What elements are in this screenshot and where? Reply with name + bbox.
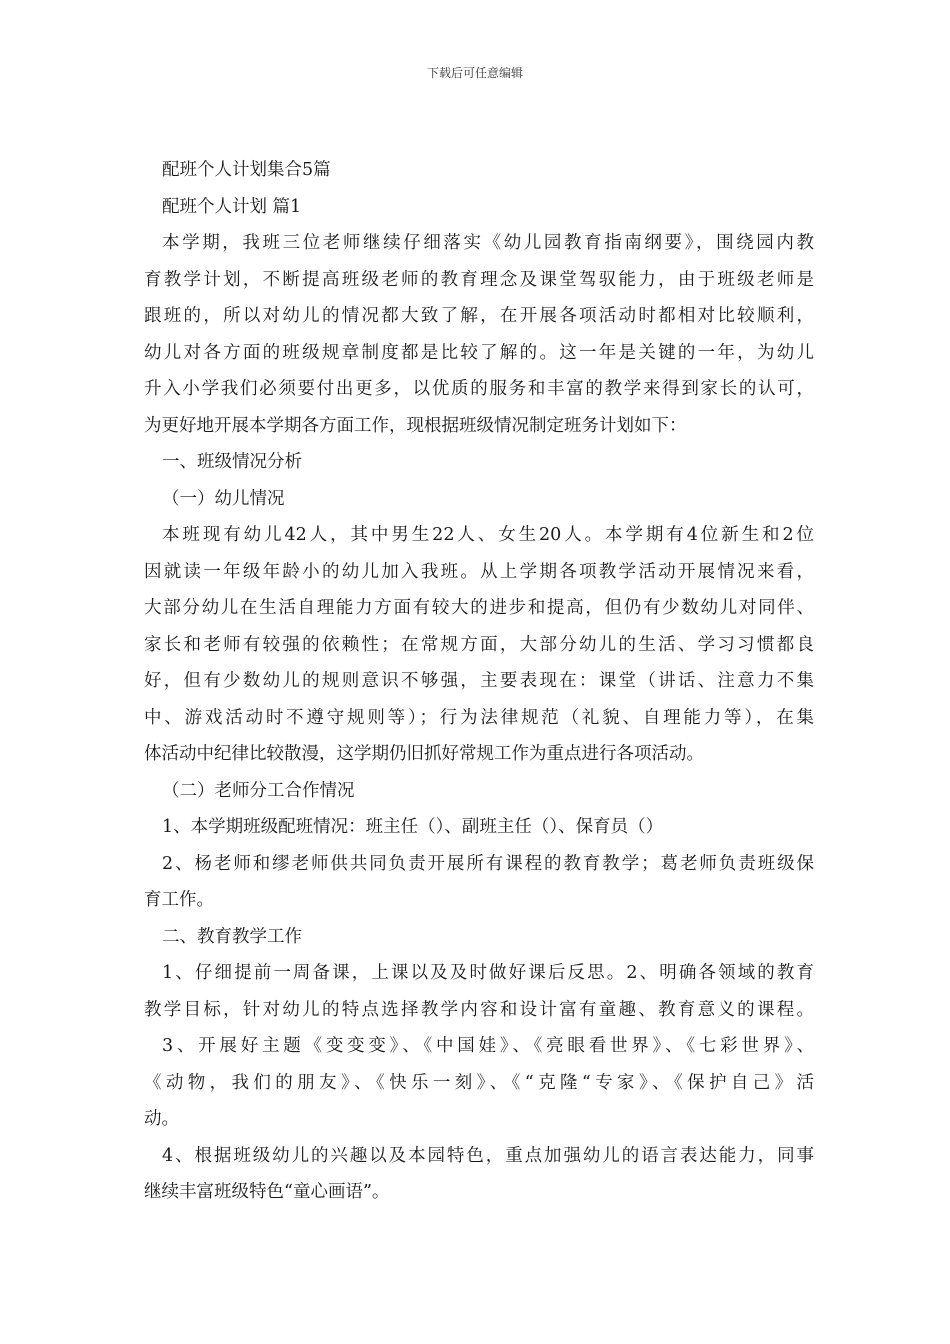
document-line: 本班现有幼儿42人，其中男生22人、女生20人。本学期有4位新生和2位 — [162, 525, 814, 545]
document-line: 好，但有少数幼儿的规则意识不够强，主要表现在：课堂（讲话、注意力不集 — [144, 671, 814, 691]
document-line: 体活动中纪律比较散漫，这学期仍旧抓好常规工作为重点进行各项活动。 — [144, 744, 704, 764]
document-line: 3、开展好主题《变变变》、《中国娃》、《亮眼看世界》、《七彩世界》、 — [162, 1036, 814, 1056]
document-line: 中、游戏活动时不遵守规则等）；行为法律规范（礼貌、自理能力等），在集 — [144, 707, 814, 728]
document-line: 教学目标，针对幼儿的特点选择教学内容和设计富有童趣、教育意义的课程。 — [144, 999, 814, 1020]
document-line: 《动物，我们的朋友》、《快乐一刻》、《“克隆“专家》、《保护自己》活 — [144, 1072, 814, 1093]
document-line: 配班个人计划集合5篇 — [162, 160, 331, 180]
document-line: 2、杨老师和缪老师供共同负责开展所有课程的教育教学；葛老师负责班级保 — [162, 853, 814, 874]
document-line: 育教学计划，不断提高班级老师的教育理念及课堂驾驭能力，由于班级老师是 — [144, 269, 814, 290]
document-line: 二、教育教学工作 — [162, 926, 302, 947]
document-line: （一）幼儿情况 — [162, 488, 285, 509]
document-body — [144, 152, 814, 1211]
document-line: 大部分幼儿在生活自理能力方面有较大的进步和提高，但仍有少数幼儿对同伴、 — [144, 598, 814, 618]
document-line: 因就读一年级年龄小的幼儿加入我班。从上学期各项教学活动开展情况来看， — [144, 561, 814, 582]
document-line: 1、仔细提前一周备课，上课以及及时做好课后反思。2、明确各领域的教育 — [162, 963, 814, 983]
document-line: 为更好地开展本学期各方面工作，现根据班级情况制定班务计划如下： — [144, 415, 687, 436]
document-line: 1、本学期班级配班情况：班主任（）、副班主任（）、保育员（） — [162, 817, 664, 837]
document-line: 升入小学我们必须要付出更多，以优质的服务和丰富的教学来得到家长的认可， — [144, 379, 814, 399]
document-line: 家长和老师有较强的依赖性；在常规方面，大部分幼儿的生活、学习习惯都良 — [144, 634, 814, 655]
page-header-caption: 下载后可任意编辑 — [426, 66, 523, 80]
document-line: 幼儿对各方面的班级规章制度都是比较了解的。这一年是关键的一年，为幼儿 — [144, 342, 814, 363]
document-line: （二）老师分工合作情况 — [162, 780, 355, 801]
document-line: 动。 — [144, 1109, 179, 1129]
document-line: 跟班的，所以对幼儿的情况都大致了解，在开展各项活动时都相对比较顺利， — [144, 306, 814, 326]
document-line: 4、根据班级幼儿的兴趣以及本园特色，重点加强幼儿的语言表达能力，同事 — [162, 1145, 814, 1166]
document-line: 本学期，我班三位老师继续仔细落实《幼儿园教育指南纲要》，围绕园内教 — [162, 233, 814, 253]
document-line: 一、班级情况分析 — [162, 452, 302, 472]
document-line: 配班个人计划 篇1 — [162, 196, 302, 217]
document-line: 育工作。 — [144, 890, 214, 910]
document-line: 继续丰富班级特色“童心画语”。 — [144, 1182, 390, 1202]
